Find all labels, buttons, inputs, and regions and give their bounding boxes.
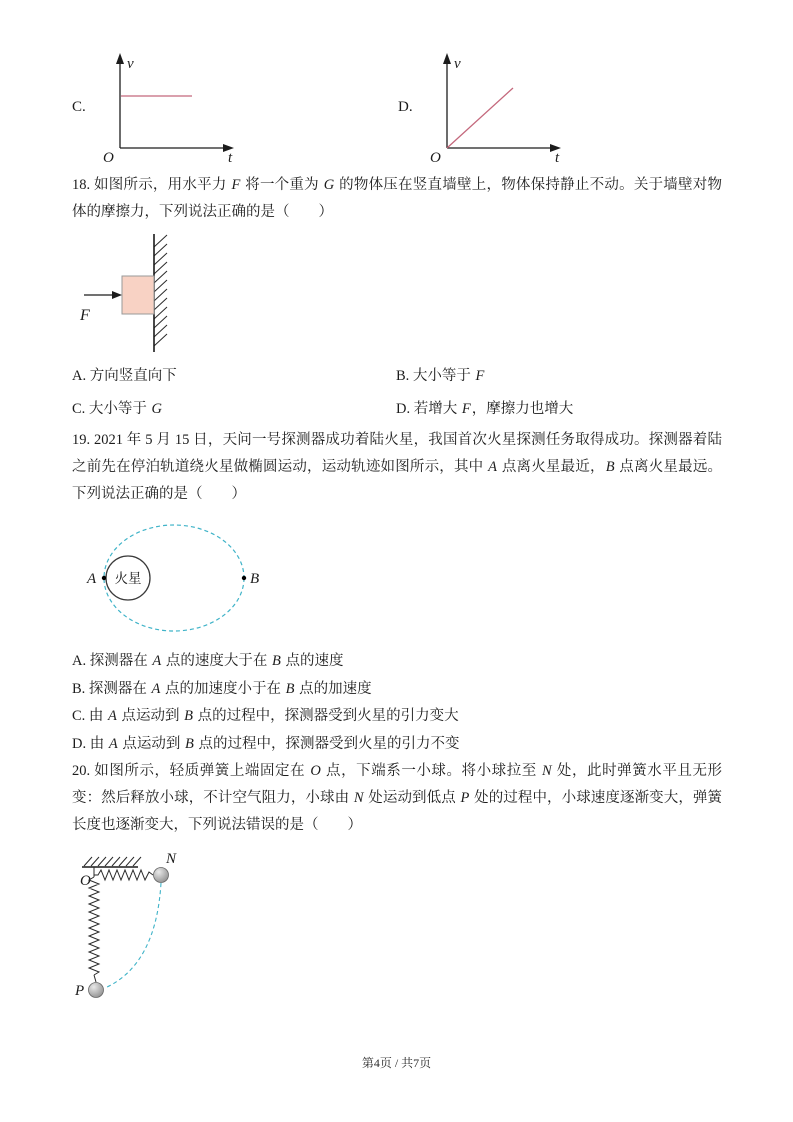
vertical-spring (89, 877, 99, 975)
page-number: 第4页 / 共7页 (361, 1056, 432, 1070)
v-axis-label: v (126, 56, 134, 72)
question-20-figure (74, 853, 722, 1005)
question-18-figure (74, 232, 722, 357)
question-19-stem: 19. 2021 年 5 月 15 日，天问一号探测器成功着陆火星，我国首次火星探测任务取得成功。探测器着陆之前先在停泊轨道绕火星做椭圆运动，运动轨迹如图所示，其中 A 点离火星最近，B 点离火星最远。下列说法正确的是（ ） (72, 432, 723, 502)
option-graph-c (72, 48, 398, 166)
point-p-label: P (75, 983, 85, 999)
q18-option-d: D. 若增大 F，摩擦力也增大 (396, 401, 574, 417)
force-label: F (80, 307, 90, 324)
q18-option-b: B. 大小等于 F (396, 368, 485, 384)
q18-options-row-1 (72, 363, 722, 390)
question-19-figure (84, 516, 722, 644)
option-graph-d (398, 48, 567, 166)
option-c-label: C. (72, 98, 86, 115)
point-o-label: O (80, 873, 91, 889)
origin-label: O (429, 150, 441, 166)
question-20-stem: 20. 如图所示，轻质弹簧上端固定在 O 点，下端系一小球。将小球拉至 N 处，此时弹簧水平且无形变：然后释放小球，不计空气阻力，小球由 N 处运动到低点 P 处的过程中，小球速度逐渐变大，弹簧长度也逐渐变大，下列说法错误的是（ ） (72, 763, 723, 833)
block-on-wall-diagram (74, 232, 174, 357)
spring-ball-link (94, 975, 96, 982)
point-a-label: A (87, 571, 97, 587)
t-axis-label: t (227, 150, 232, 166)
v-axis-label: v (453, 56, 461, 72)
q18-options-row-2 (72, 396, 722, 423)
origin-label: O (102, 150, 114, 166)
answer-graphs-row (72, 48, 722, 166)
wall-hatching (154, 235, 167, 346)
question-18-stem: 18. 如图所示，用水平力 F 将一个重为 G 的物体压在竖直墙壁上，物体保持静止不动。关于墙壁对物体的摩擦力，下列说法正确的是（ ） (72, 177, 723, 220)
point-b-label: B (250, 571, 260, 587)
velocity-time-graph-c (90, 48, 240, 166)
q19-options (72, 648, 722, 758)
point-a-dot (102, 576, 106, 580)
spring-ball-diagram (74, 853, 189, 1005)
ceiling-hatching (84, 857, 141, 866)
y-axis-arrow (116, 53, 124, 64)
q18-option-a: A. 方向竖直向下 (72, 368, 177, 384)
mars-label: 火星 (114, 571, 142, 586)
q19-option-b: B. 探测器在 A 点的加速度小于在 B 点的加速度 (72, 680, 372, 697)
option-d-label: D. (398, 98, 413, 115)
trajectory-dashed-arc (105, 883, 161, 988)
point-n-label: N (166, 853, 177, 867)
y-axis-arrow (443, 53, 451, 64)
velocity-time-graph-d (417, 48, 567, 166)
q18-option-c: C. 大小等于 G (72, 401, 163, 417)
block (122, 276, 154, 314)
horizontal-spring (94, 870, 153, 880)
force-arrowhead (112, 291, 122, 299)
point-b-dot (242, 576, 246, 580)
ball-at-n (154, 868, 169, 883)
ball-at-p (89, 983, 104, 998)
page-content (72, 0, 722, 1005)
mars-orbit-diagram (84, 516, 262, 644)
t-axis-label: t (554, 150, 559, 166)
increasing-velocity-line (447, 88, 513, 148)
q19-option-d: D. 由 A 点运动到 B 点的过程中，探测器受到火星的引力不变 (72, 735, 460, 752)
q19-option-a: A. 探测器在 A 点的速度大于在 B 点的速度 (72, 653, 344, 669)
q19-option-c: C. 由 A 点运动到 B 点的过程中，探测器受到火星的引力变大 (72, 708, 459, 724)
